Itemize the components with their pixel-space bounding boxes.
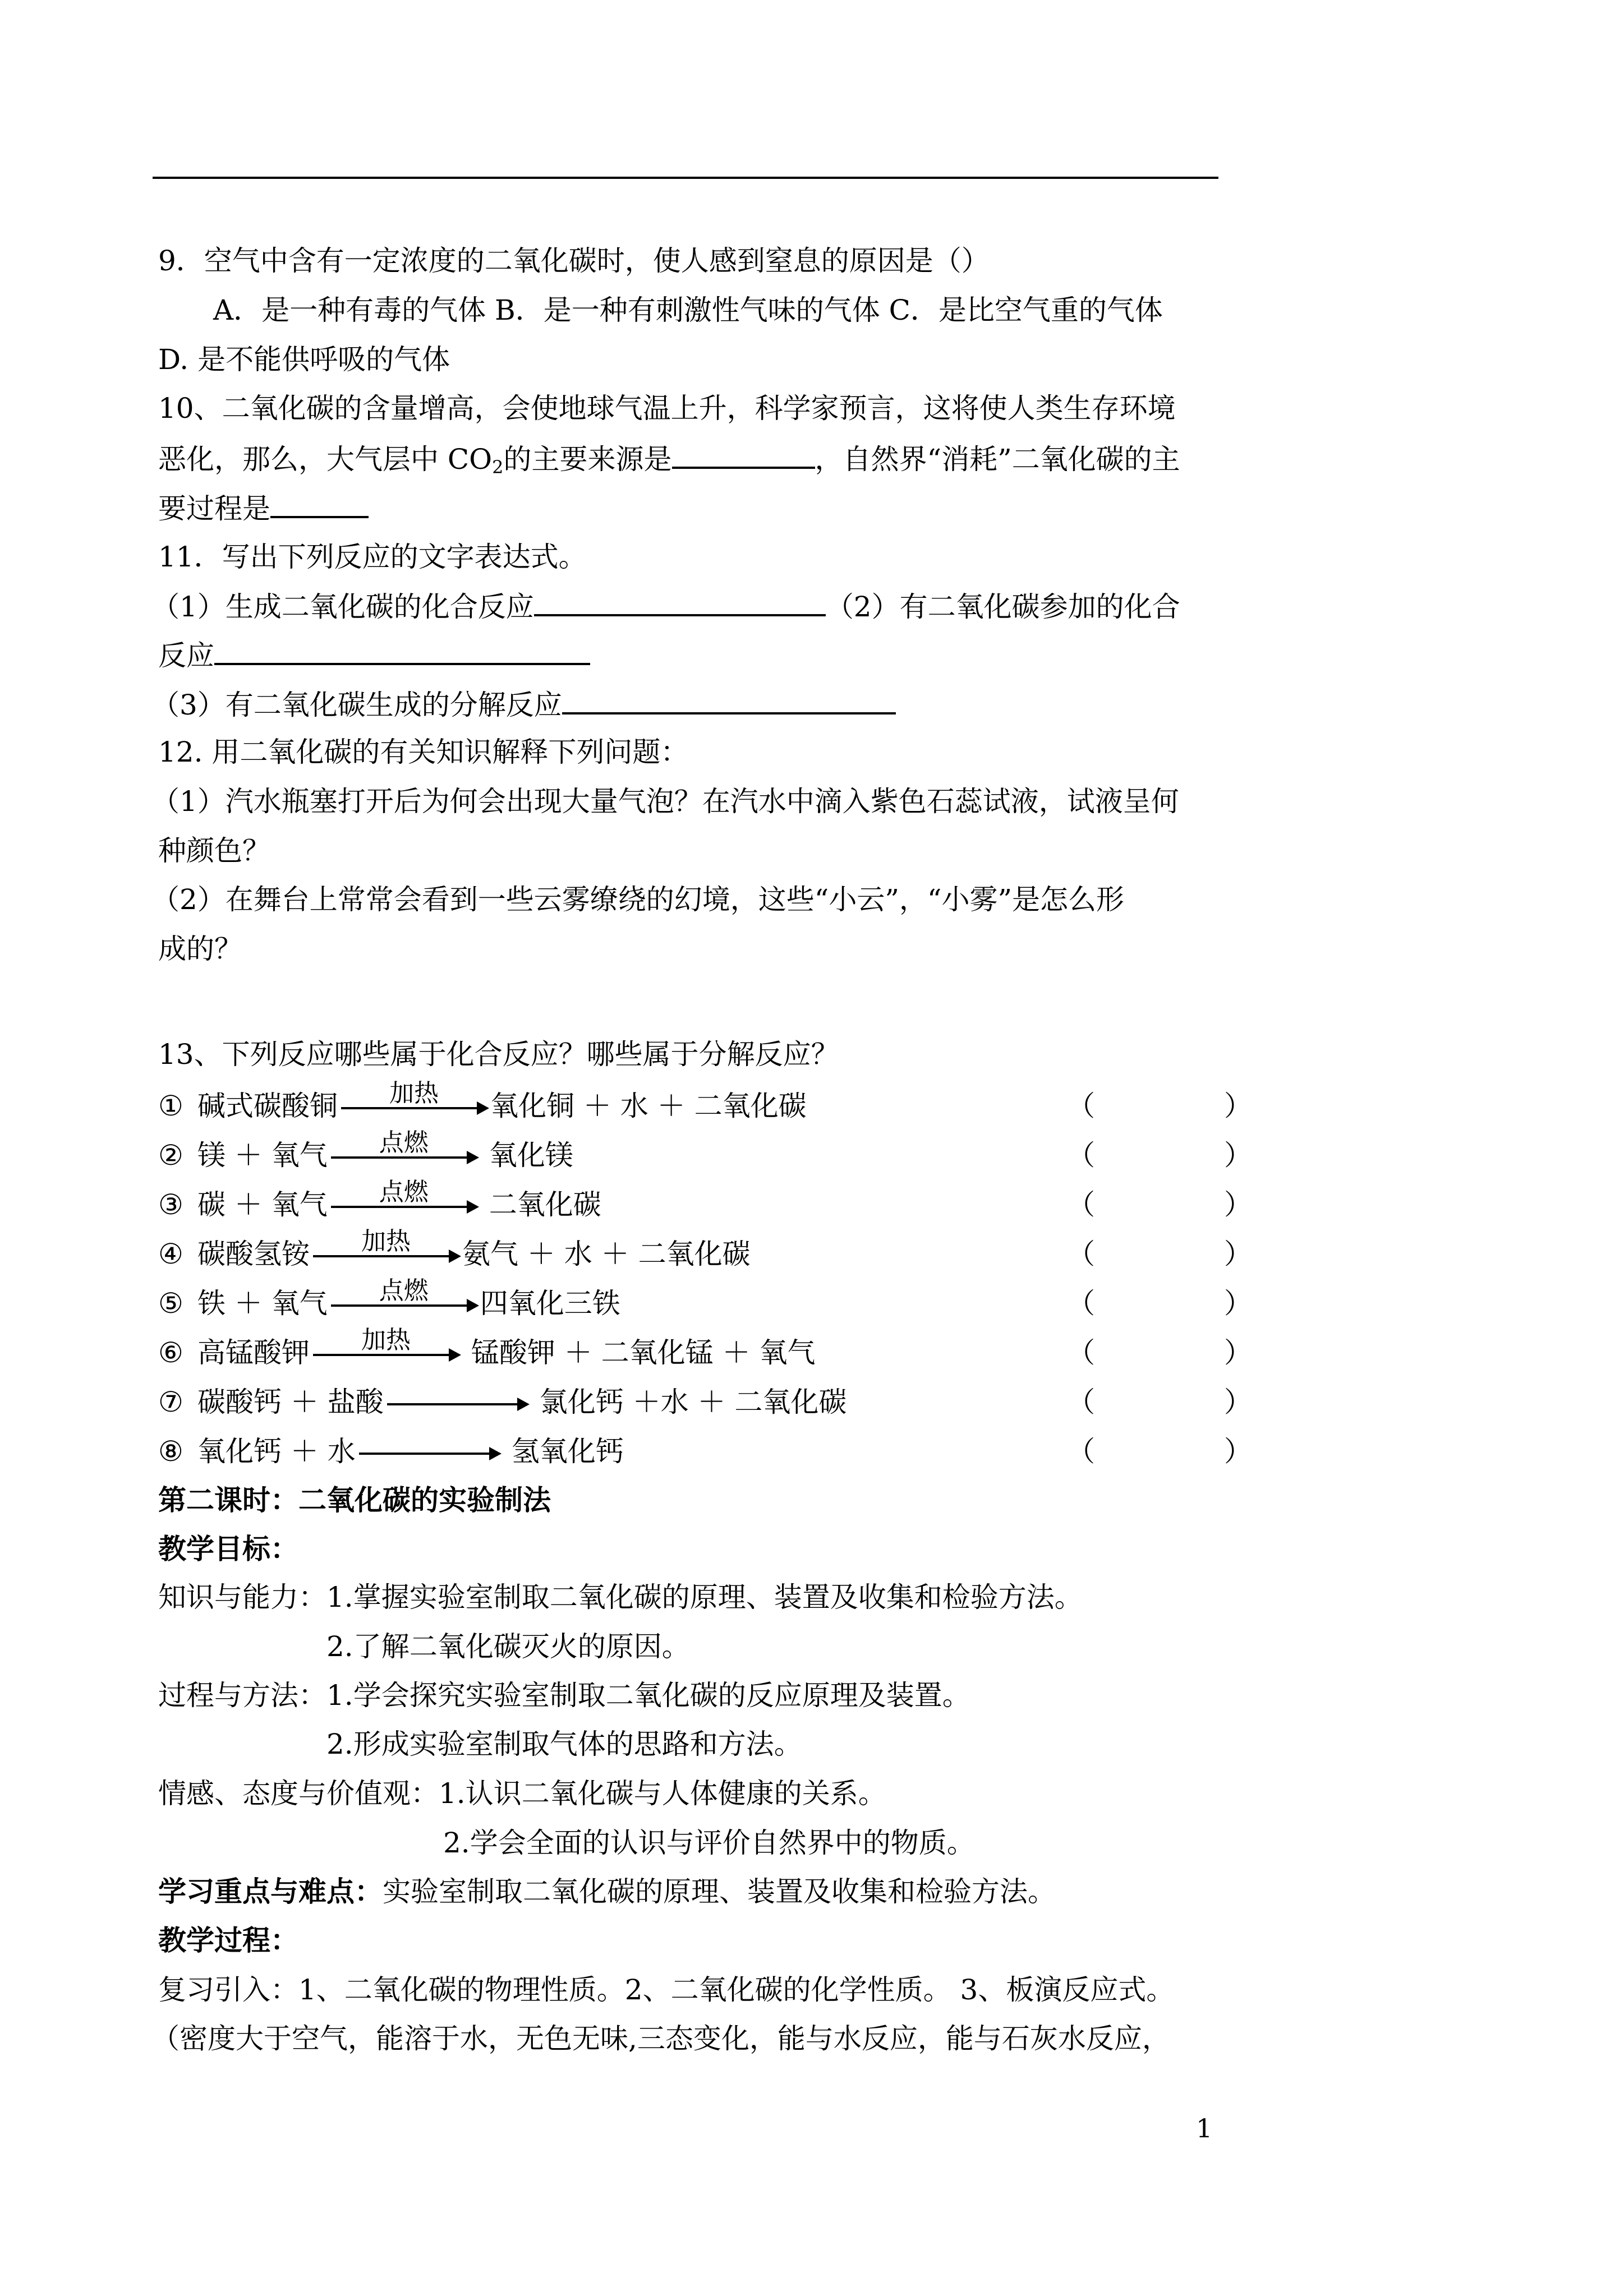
- products: 氧化镁: [480, 1139, 573, 1172]
- q12-item2-line1: （2）在舞台上常常会看到一些云雾缭绕的幻境，这些“小云”，“小雾”是怎么形: [151, 883, 1125, 916]
- reaction-arrow: [341, 1079, 487, 1109]
- reaction-condition: 加热: [361, 1326, 411, 1354]
- products: 锰酸钾 ＋ 二氧化锰 ＋ 氧气: [462, 1336, 816, 1369]
- q9-options-line1: A．是一种有毒的气体 B．是一种有刺激性气味的气体 C．是比空气重的气体: [213, 294, 1163, 326]
- reaction-arrow: [313, 1326, 459, 1356]
- reaction-equation: [197, 1276, 620, 1323]
- reaction-condition: 点燃: [379, 1128, 429, 1157]
- q9-options-line2: D. 是不能供呼吸的气体: [158, 343, 450, 376]
- q12-item1-line2: 种颜色？: [158, 835, 270, 867]
- reaction-number: ⑧: [158, 1435, 183, 1468]
- review-line: 复习引入：1、二氧化碳的物理性质。2、二氧化碳的化学性质。 3、板演反应式。: [158, 1974, 1175, 2006]
- reaction-number: ③: [158, 1188, 183, 1221]
- goal-emotion-1: 情感、态度与价值观：1.认识二氧化碳与人体健康的关系。: [158, 1777, 886, 1810]
- answer-close-paren: ）: [1224, 1287, 1252, 1320]
- reactants: 高锰酸钾: [197, 1336, 310, 1369]
- reaction-row: [158, 1276, 1252, 1323]
- q9-question: 9．空气中含有一定浓度的二氧化碳时，使人感到窒息的原因是（）: [158, 245, 990, 277]
- q10-line2: 恶化，那么，大气层中 $CO_2$的主要来源是 ，自然界“消耗”二氧化碳的主: [158, 441, 1180, 484]
- answer-close-paren: ）: [1224, 1188, 1252, 1221]
- reactants: 镁 ＋ 氧气: [197, 1139, 328, 1172]
- q12-item1-line1: （1）汽水瓶塞打开后为何会出现大量气泡？在汽水中滴入紫色石蕊试液，试液呈何: [151, 785, 1179, 818]
- reaction-equation: [197, 1227, 751, 1274]
- review-cont: （密度大于空气，能溶于水，无色无味,三态变化，能与水反应，能与石灰水反应，: [151, 2022, 1170, 2055]
- q11-title: 11．写出下列反应的文字表达式。: [158, 541, 587, 573]
- products: 氢氧化钙: [502, 1435, 624, 1468]
- reaction-equation: [197, 1178, 601, 1224]
- reaction-row: [158, 1178, 1252, 1224]
- reaction-arrow: [331, 1178, 477, 1208]
- answer-close-paren: ）: [1224, 1238, 1252, 1270]
- reactants: 碳 ＋ 氧气: [197, 1188, 328, 1221]
- goal-knowledge-1: 知识与能力：1.掌握实验室制取二氧化碳的原理、装置及收集和检验方法。: [158, 1581, 1083, 1613]
- reaction-equation: [197, 1079, 807, 1126]
- reaction-arrow: [359, 1453, 499, 1455]
- answer-open-paren: （: [1067, 1336, 1095, 1369]
- answer-open-paren: （: [1067, 1188, 1095, 1221]
- reaction-arrow: [313, 1227, 459, 1257]
- q11-item3: （3）有二氧化碳生成的分解反应: [151, 686, 896, 722]
- reaction-number: ⑦: [158, 1386, 183, 1418]
- products: 四氧化三铁: [480, 1287, 620, 1320]
- goal-process-1: 过程与方法：1.学会探究实验室制取二氧化碳的反应原理及装置。: [158, 1679, 970, 1712]
- answer-open-paren: （: [1067, 1435, 1095, 1468]
- goal-emotion-2: 2.学会全面的认识与评价自然界中的物质。: [443, 1827, 975, 1859]
- reaction-condition: 点燃: [379, 1276, 429, 1305]
- q10-line1: 10、二氧化碳的含量增高，会使地球气温上升，科学家预言，这将使人类生存环境: [158, 392, 1176, 425]
- process-heading: 教学过程：: [158, 1924, 298, 1957]
- products: 氧化铜 ＋ 水 ＋ 二氧化碳: [490, 1090, 807, 1122]
- q11-blank-2[interactable]: [214, 637, 590, 665]
- reactants: 碳酸钙 ＋ 盐酸: [197, 1386, 384, 1418]
- page-number: 1: [1196, 2113, 1213, 2143]
- reaction-row: [158, 1128, 1252, 1175]
- q12-title: 12. 用二氧化碳的有关知识解释下列问题：: [158, 736, 689, 768]
- reaction-number: ④: [158, 1238, 183, 1270]
- reaction-row: [158, 1432, 1252, 1471]
- reaction-equation: [197, 1432, 624, 1471]
- products: 二氧化碳: [480, 1188, 601, 1221]
- reaction-condition: 点燃: [379, 1178, 429, 1206]
- products: 氨气 ＋ 水 ＋ 二氧化碳: [462, 1238, 751, 1270]
- q11-blank-3[interactable]: [562, 686, 896, 714]
- reaction-row: [158, 1326, 1252, 1372]
- q13-title: 13、下列反应哪些属于化合反应？哪些属于分解反应？: [158, 1038, 839, 1071]
- q10-blank-source[interactable]: [672, 441, 815, 469]
- reactants: 铁 ＋ 氧气: [197, 1287, 328, 1320]
- reaction-condition: 加热: [361, 1227, 411, 1256]
- key-points: 学习重点与难点：实验室制取二氧化碳的原理、装置及收集和检验方法。: [158, 1875, 1056, 1908]
- reaction-equation: [197, 1128, 573, 1175]
- q10-blank-process[interactable]: [270, 490, 369, 518]
- answer-open-paren: （: [1067, 1386, 1095, 1418]
- q12-item2-line2: 成的？: [158, 933, 242, 965]
- reaction-row: [158, 1227, 1252, 1274]
- answer-open-paren: （: [1067, 1090, 1095, 1122]
- lesson-title: 第二课时：二氧化碳的实验制法: [158, 1483, 551, 1516]
- reaction-number: ⑥: [158, 1336, 183, 1369]
- reaction-number: ①: [158, 1090, 183, 1122]
- reaction-row: [158, 1382, 1252, 1422]
- answer-open-paren: （: [1067, 1139, 1095, 1172]
- goal-knowledge-2: 2.了解二氧化碳灭火的原因。: [326, 1630, 690, 1663]
- reaction-equation: [197, 1382, 846, 1422]
- reaction-number: ②: [158, 1139, 183, 1172]
- goal-process-2: 2.形成实验室制取气体的思路和方法。: [326, 1728, 802, 1760]
- reaction-number: ⑤: [158, 1287, 183, 1320]
- header-rule: [153, 177, 1218, 179]
- reactants: 碱式碳酸铜: [197, 1090, 338, 1122]
- answer-close-paren: ）: [1224, 1336, 1252, 1369]
- q11-blank-1[interactable]: [534, 588, 826, 616]
- reaction-equation: [197, 1326, 816, 1372]
- answer-open-paren: （: [1067, 1238, 1095, 1270]
- reactants: 碳酸氢铵: [197, 1238, 310, 1270]
- reaction-arrow: [331, 1276, 477, 1307]
- reaction-row: [158, 1079, 1252, 1126]
- reaction-condition: 加热: [389, 1079, 439, 1108]
- reaction-arrow: [331, 1128, 477, 1159]
- goals-heading: 教学目标：: [158, 1532, 298, 1565]
- answer-close-paren: ）: [1224, 1435, 1252, 1468]
- reaction-arrow: [387, 1403, 527, 1405]
- q11-item1-line: （1）生成二氧化碳的化合反应 （2）有二氧化碳参加的化合: [151, 588, 1180, 624]
- q10-line3: 要过程是: [158, 490, 369, 525]
- q11-item2-cont: 反应: [158, 637, 590, 672]
- answer-close-paren: ）: [1224, 1090, 1252, 1122]
- answer-open-paren: （: [1067, 1287, 1095, 1320]
- reactants: 氧化钙 ＋ 水: [197, 1435, 356, 1468]
- products: 氯化钙 ＋水 ＋ 二氧化碳: [530, 1386, 847, 1418]
- answer-close-paren: ）: [1224, 1139, 1252, 1172]
- answer-close-paren: ）: [1224, 1386, 1252, 1418]
